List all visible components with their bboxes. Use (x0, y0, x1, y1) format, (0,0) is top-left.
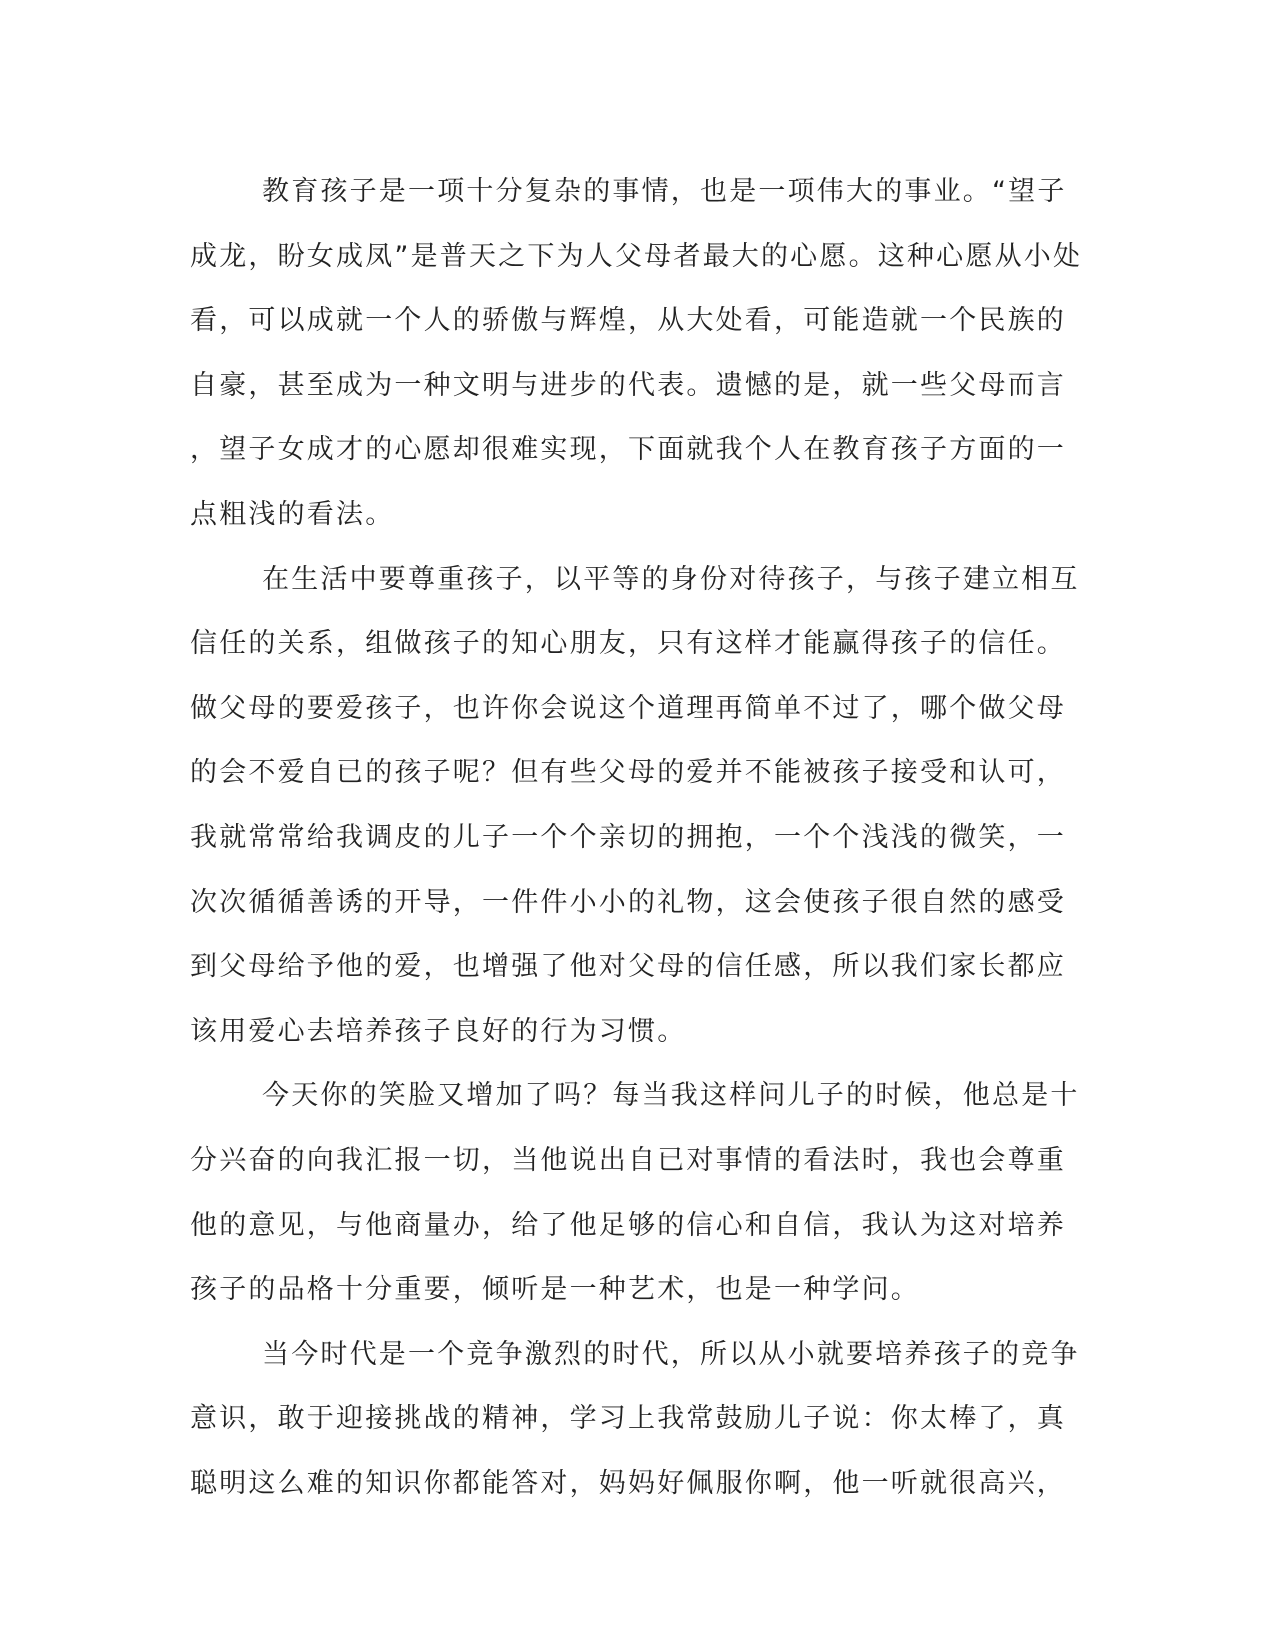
text-line: 信任的关系，组做孩子的知心朋友，只有这样才能赢得孩子的信任。 (190, 628, 1066, 660)
text-line: 今天你的笑脸又增加了吗？每当我这样问儿子的时候，他总是十 (262, 1080, 1080, 1112)
text-line: 点粗浅的看法。 (190, 498, 395, 530)
text-line: 的会不爱自已的孩子呢？但有些父母的爱并不能被孩子接受和认可， (190, 757, 1066, 789)
text-line: 自豪，甚至成为一种文明与进步的代表。遗憾的是，就一些父母而言 (190, 369, 1066, 401)
text-line: 次次循循善诱的开导，一件件小小的礼物，这会使孩子很自然的感受 (190, 886, 1066, 918)
text-line: 做父母的要爱孩子，也许你会说这个道理再简单不过了，哪个做父母 (190, 692, 1066, 724)
text-line: 他的意见，与他商量办，给了他足够的信心和自信，我认为这对培养 (190, 1209, 1066, 1241)
text-line: 教育孩子是一项十分复杂的事情，也是一项伟大的事业。“望子 (262, 176, 1067, 207)
text-line: 看，可以成就一个人的骄傲与辉煌，从大处看，可能造就一个民族的 (190, 305, 1066, 337)
paragraph-4 (190, 1323, 1080, 1517)
text-line: 成龙，盼女成凤”是普天之下为人父母者最大的心愿。这种心愿从小处 (190, 240, 1083, 272)
paragraph-2 (190, 548, 1080, 1065)
paragraph-3 (190, 1064, 1080, 1322)
text-line: ，望子女成才的心愿却很难实现，下面就我个人在教育孩子方面的一 (190, 434, 1066, 466)
text-line: 意识，敢于迎接挑战的精神，学习上我常鼓励儿子说：你太棒了，真 (190, 1403, 1066, 1435)
paragraph-1 (190, 160, 1083, 548)
text-line: 我就常常给我调皮的儿子一个个亲切的拥抱，一个个浅浅的微笑，一 (190, 821, 1066, 853)
document-body (190, 160, 1083, 1516)
text-line: 到父母给予他的爱，也增强了他对父母的信任感，所以我们家长都应 (190, 951, 1066, 983)
text-line: 在生活中要尊重孩子，以平等的身份对待孩子，与孩子建立相互 (262, 563, 1080, 595)
text-line: 该用爱心去培养孩子良好的行为习惯。 (190, 1015, 687, 1047)
text-line: 当今时代是一个竞争激烈的时代，所以从小就要培养孩子的竞争 (262, 1338, 1080, 1370)
text-line: 孩子的品格十分重要，倾听是一种艺术，也是一种学问。 (190, 1274, 920, 1306)
text-line: 分兴奋的向我汇报一切，当他说出自已对事情的看法时，我也会尊重 (190, 1144, 1066, 1176)
text-line: 聪明这么难的知识你都能答对，妈妈好佩服你啊，他一听就很高兴， (190, 1467, 1066, 1499)
